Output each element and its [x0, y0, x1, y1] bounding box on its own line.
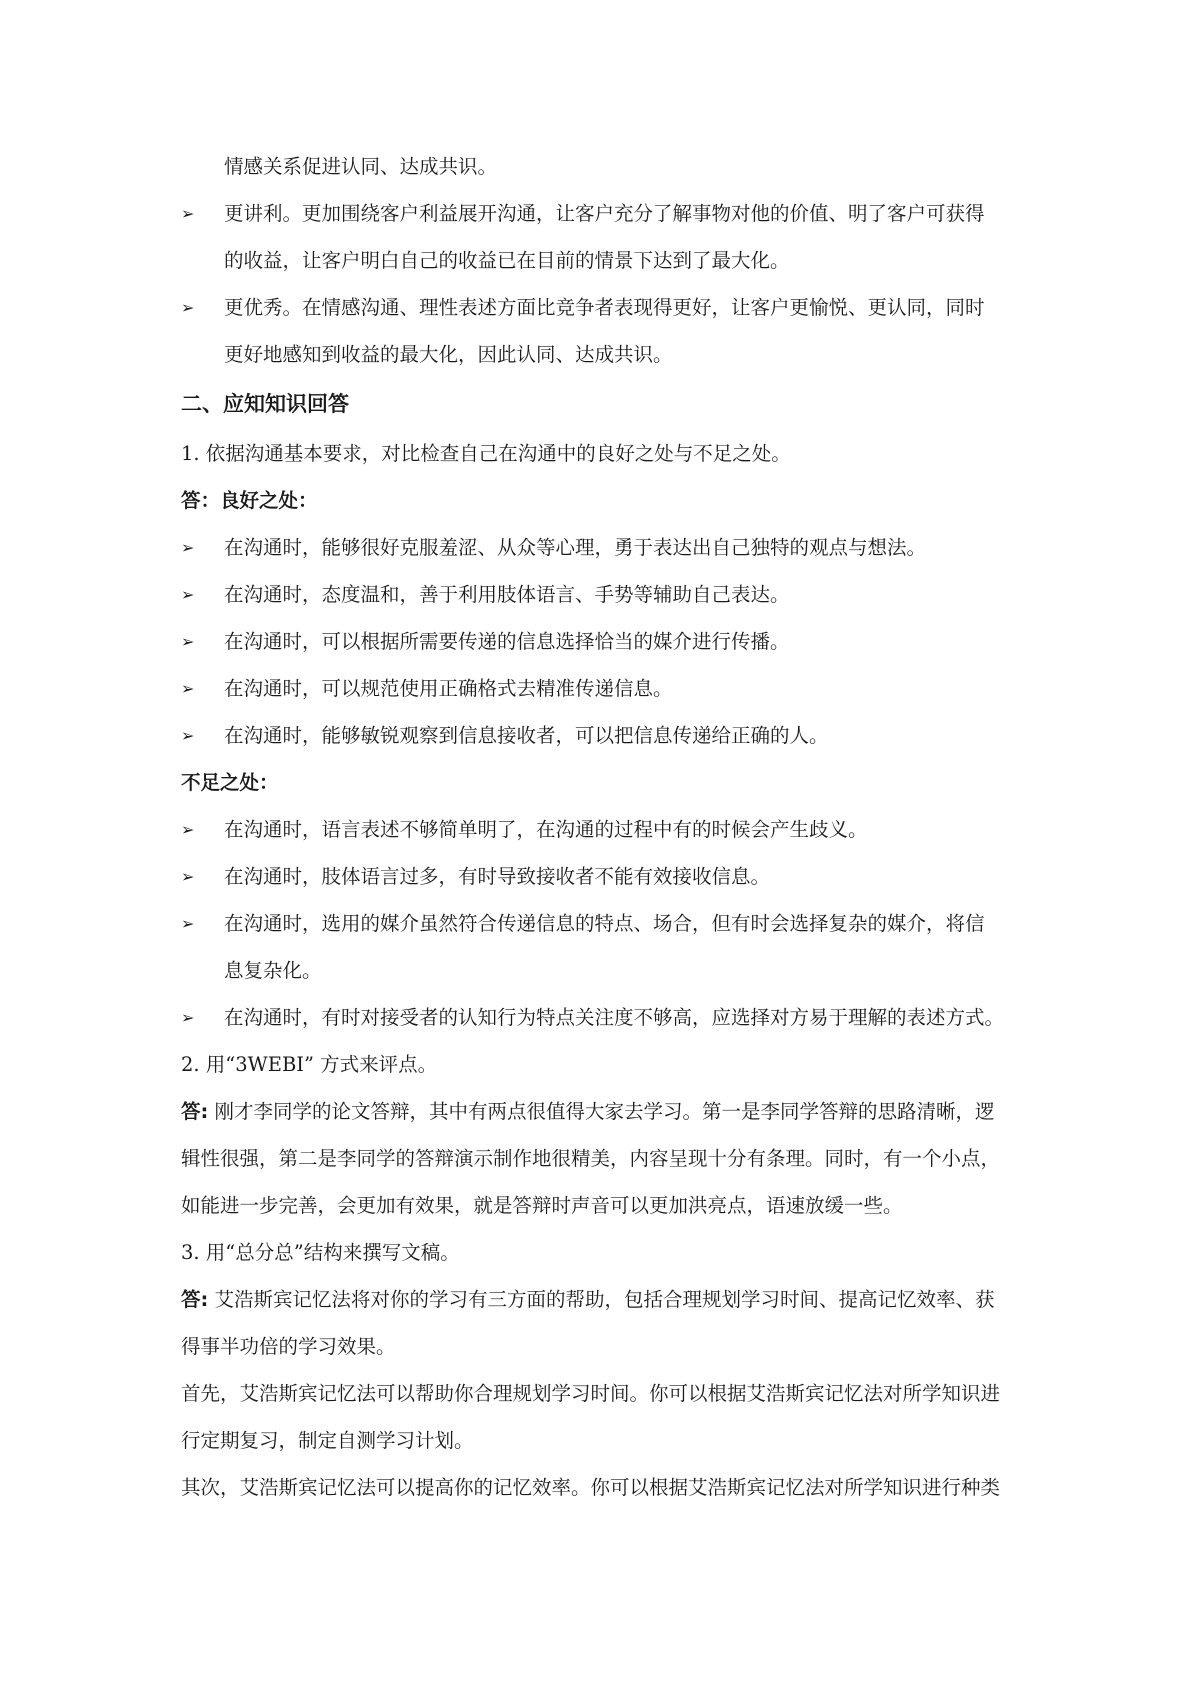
bad-point-item [181, 994, 1021, 1041]
good-point-item [181, 571, 1021, 618]
question-1: 1. 依据沟通基本要求，对比检查自己在沟通中的良好之处与不足之处。 [181, 442, 791, 465]
bad-point-text: 在沟通时，肢体语言过多，有时导致接收者不能有效接收信息。 [224, 865, 771, 888]
bad-point-item [181, 853, 1021, 900]
bad-point-text: 在沟通时，有时对接受者的认知行为特点关注度不够高，应选择对方易于理解的表述方式。 [224, 1006, 1005, 1029]
paragraph-second-line-1: 其次，艾浩斯宾记忆法可以提高你的记忆效率。你可以根据艾浩斯宾记忆法对所学知识进行种类 [181, 1476, 1001, 1499]
good-points-label: 答：良好之处： [181, 489, 318, 512]
good-point-text: 在沟通时，可以规范使用正确格式去精准传递信息。 [224, 677, 673, 700]
intro-bullet-1-line-2: 的收益，让客户明白自己的收益已在目前的情景下达到了最大化。 [224, 249, 790, 272]
bad-point-continuation: 息复杂化。 [224, 959, 322, 982]
answer-label: 答: [181, 1100, 209, 1123]
good-point-text: 在沟通时，能够敏锐观察到信息接收者，可以把信息传递给正确的人。 [224, 724, 829, 747]
bad-point-text: 在沟通时，选用的媒介虽然符合传递信息的特点、场合，但有时会选择复杂的媒介，将信 [224, 912, 985, 935]
good-point-item [181, 524, 1021, 571]
good-point-text: 在沟通时，能够很好克服羞涩、从众等心理，勇于表达出自己独特的观点与想法。 [224, 536, 927, 559]
answer-3-text: 艾浩斯宾记忆法将对你的学习有三方面的帮助，包括合理规划学习时间、提高记忆效率、获 [208, 1288, 995, 1311]
answer-3-line-2: 得事半功倍的学习效果。 [181, 1335, 396, 1358]
bad-point-text: 在沟通时，语言表述不够简单明了，在沟通的过程中有的时候会产生歧义。 [224, 818, 868, 841]
arrow-bullet-icon: ➢ [181, 1008, 195, 1027]
section-heading: 二、应知知识回答 [181, 392, 349, 416]
intro-bullet-1-line-1: 更讲利。更加围绕客户利益展开沟通，让客户充分了解事物对他的价值、明了客户可获得 [224, 202, 985, 225]
paragraph-first-line-2: 行定期复习，制定自测学习计划。 [181, 1429, 474, 1452]
arrow-bullet-icon: ➢ [181, 298, 195, 317]
arrow-bullet-icon: ➢ [181, 726, 195, 745]
question-3: 3. 用“总分总”结构来撰写文稿。 [181, 1241, 460, 1264]
arrow-bullet-icon: ➢ [181, 632, 195, 651]
answer-2-line-3: 如能进一步完善，会更加有效果，就是答辩时声音可以更加洪亮点，语速放缓一些。 [181, 1194, 903, 1217]
good-point-item [181, 712, 1021, 759]
bad-points-label: 不足之处： [181, 771, 279, 794]
arrow-bullet-icon: ➢ [181, 914, 195, 933]
arrow-bullet-icon: ➢ [181, 820, 195, 839]
good-point-text: 在沟通时，可以根据所需要传递的信息选择恰当的媒介进行传播。 [224, 630, 790, 653]
good-point-item [181, 618, 1021, 665]
answer-2-text: 刚才李同学的论文答辩，其中有两点很值得大家去学习。第一是李同学答辩的思路清晰，逻 [208, 1100, 995, 1123]
document-body [181, 143, 1021, 1511]
arrow-bullet-icon: ➢ [181, 867, 195, 886]
answer-3-line-1 [181, 1276, 1021, 1323]
good-point-item [181, 665, 1021, 712]
intro-continuation: 情感关系促进认同、达成共识。 [224, 155, 498, 178]
arrow-bullet-icon: ➢ [181, 679, 195, 698]
arrow-bullet-icon: ➢ [181, 585, 195, 604]
paragraph-first-line-1: 首先，艾浩斯宾记忆法可以帮助你合理规划学习时间。你可以根据艾浩斯宾记忆法对所学知识进 [181, 1382, 1001, 1405]
bad-point-item [181, 806, 1021, 853]
bad-point-item [181, 900, 1021, 947]
answer-2-line-1 [181, 1088, 1021, 1135]
arrow-bullet-icon: ➢ [181, 204, 195, 223]
answer-label: 答: [181, 1288, 209, 1311]
intro-bullet-1 [181, 190, 1021, 237]
answer-2-line-2: 辑性很强，第二是李同学的答辩演示制作地很精美，内容呈现十分有条理。同时，有一个小点， [181, 1147, 1001, 1170]
intro-bullet-2 [181, 284, 1021, 331]
question-2: 2. 用“3WEBI” 方式来评点。 [181, 1053, 438, 1076]
arrow-bullet-icon: ➢ [181, 538, 195, 557]
intro-bullet-2-line-1: 更优秀。在情感沟通、理性表述方面比竞争者表现得更好，让客户更愉悦、更认同，同时 [224, 296, 985, 319]
good-point-text: 在沟通时，态度温和，善于利用肢体语言、手势等辅助自己表达。 [224, 583, 790, 606]
intro-bullet-2-line-2: 更好地感知到收益的最大化，因此认同、达成共识。 [224, 343, 673, 366]
